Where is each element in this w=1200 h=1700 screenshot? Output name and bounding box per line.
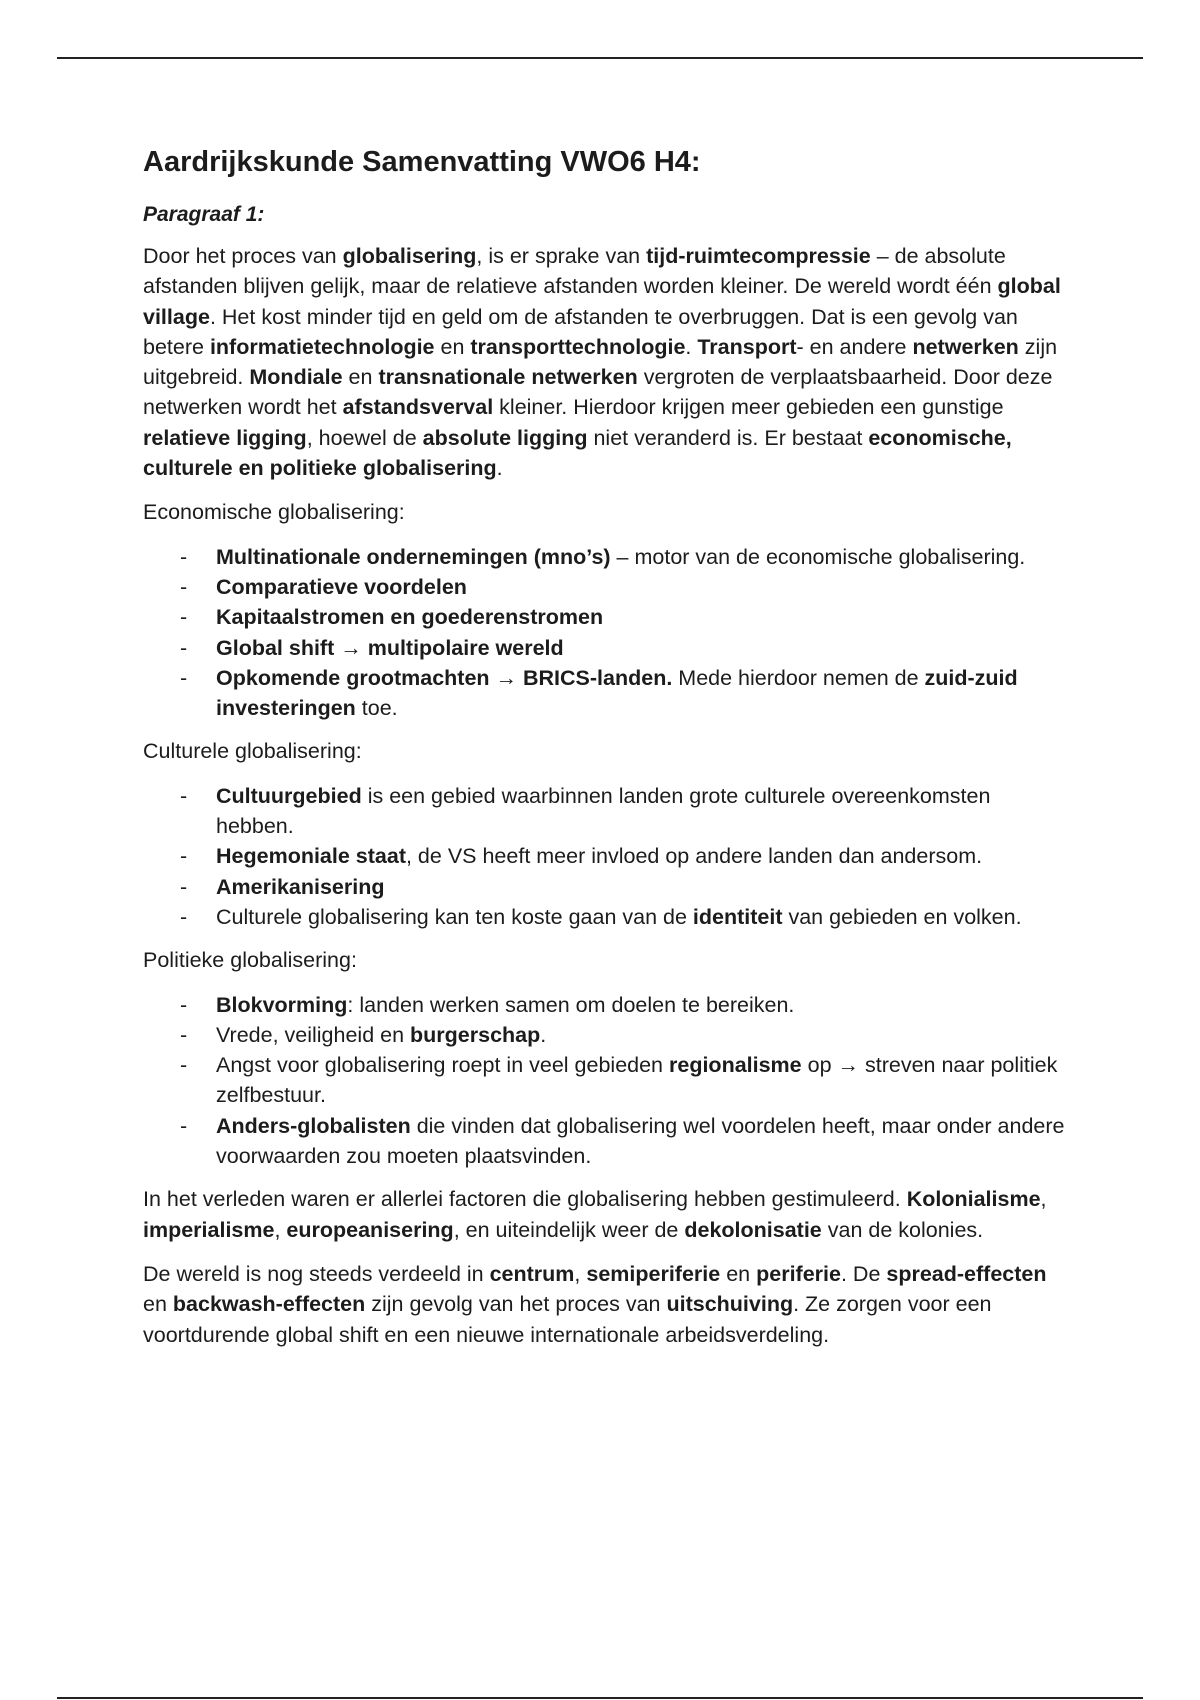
text-run: en bbox=[720, 1261, 757, 1286]
bold-term: uitschuiving bbox=[666, 1292, 794, 1317]
section-heading-economic: Economische globalisering: bbox=[143, 500, 405, 525]
world-division-paragraph bbox=[143, 1259, 1073, 1350]
list-item bbox=[143, 602, 1073, 632]
bold-term: absolute ligging bbox=[422, 425, 588, 450]
bold-term: transnationale netwerken bbox=[378, 365, 638, 390]
bold-term: relatieve ligging bbox=[143, 425, 307, 450]
bold-term: identiteit bbox=[692, 904, 783, 929]
list-item bbox=[143, 841, 1073, 871]
bold-term: global village bbox=[143, 274, 1061, 329]
text-run: In het verleden waren er allerlei factoren die globalisering hebben gestimuleerd. bbox=[143, 1187, 907, 1212]
text-run: - en andere bbox=[796, 334, 913, 359]
bold-term: Anders-globalisten bbox=[216, 1113, 411, 1138]
list-item bbox=[143, 1050, 1073, 1111]
bold-term: semiperiferie bbox=[586, 1261, 721, 1286]
text-run: , bbox=[574, 1261, 587, 1286]
list-item bbox=[143, 902, 1073, 932]
bold-term: europeanisering bbox=[286, 1217, 454, 1242]
text-run: , bbox=[274, 1217, 287, 1242]
footer-rule bbox=[57, 1697, 1143, 1699]
text-run: . bbox=[540, 1022, 547, 1047]
text-run: , hoewel de bbox=[306, 425, 423, 450]
bold-term: transporttechnologie bbox=[470, 334, 686, 359]
bold-term: Mondiale bbox=[249, 365, 343, 390]
text-run: . Ze zorgen voor een voortdurende global shift en een nieuwe internationale arbeidsverdeling. bbox=[143, 1292, 992, 1347]
intro-paragraph bbox=[143, 241, 1073, 483]
bold-term: Comparatieve voordelen bbox=[216, 574, 467, 599]
history-paragraph bbox=[143, 1184, 1073, 1245]
text-run: zijn gevolg van het proces van bbox=[365, 1292, 667, 1317]
paragraph-heading: Paragraaf 1: bbox=[143, 203, 265, 226]
text-run: Culturele globalisering kan ten koste gaan van de bbox=[216, 904, 693, 929]
list-item bbox=[143, 872, 1073, 902]
text-run: toe. bbox=[355, 696, 398, 721]
text-run: . Het kost minder tijd en geld om de afstanden te overbruggen. Dat is een gevolg van betere bbox=[143, 304, 1018, 359]
bold-term: tijd-ruimtecompressie bbox=[646, 244, 871, 268]
header-rule bbox=[57, 57, 1143, 59]
bold-term: periferie bbox=[756, 1261, 841, 1286]
document-title: Aardrijkskunde Samenvatting VWO6 H4: bbox=[143, 146, 701, 178]
text-run: kleiner. Hierdoor krijgen meer gebieden een gunstige bbox=[493, 395, 1004, 420]
bold-term: Blokvorming bbox=[216, 992, 348, 1017]
section-heading-political: Politieke globalisering: bbox=[143, 948, 357, 973]
bold-term: Kolonialisme bbox=[906, 1187, 1041, 1212]
political-list bbox=[143, 990, 1073, 1172]
text-run: en bbox=[342, 365, 379, 390]
bold-term: imperialisme bbox=[143, 1217, 275, 1242]
text-run: , is er sprake van bbox=[476, 244, 647, 268]
text-run: , de VS heeft meer invloed op andere landen dan andersom. bbox=[405, 844, 983, 869]
list-item bbox=[143, 633, 1073, 663]
bold-term: Multinationale ondernemingen (mno’s) bbox=[216, 544, 611, 569]
bold-term: dekolonisatie bbox=[684, 1217, 822, 1242]
text-run: Door het proces van bbox=[143, 244, 343, 268]
list-item bbox=[143, 781, 1073, 842]
text-run: , bbox=[1040, 1187, 1047, 1212]
text-run: . bbox=[496, 456, 503, 481]
text-run: De wereld is nog steeds verdeeld in bbox=[143, 1261, 490, 1286]
text-run: . bbox=[685, 334, 698, 359]
text-run: Vrede, veiligheid en bbox=[216, 1022, 411, 1047]
bold-term: netwerken bbox=[912, 334, 1019, 359]
text-run: . De bbox=[840, 1261, 887, 1286]
bold-term: Amerikanisering bbox=[216, 874, 385, 899]
list-item bbox=[143, 1111, 1073, 1172]
list-item bbox=[143, 990, 1073, 1020]
list-item bbox=[143, 1020, 1073, 1050]
text-run: Angst voor globalisering roept in veel gebieden bbox=[216, 1053, 669, 1078]
text-run: die vinden dat globalisering wel voordelen heeft, maar onder andere voorwaarden zou moeten plaatsvinden. bbox=[216, 1113, 1065, 1169]
text-run: – de absolute afstanden blijven gelijk, maar de relatieve afstanden worden kleiner. De wereld wordt één bbox=[143, 244, 1006, 299]
text-run: van gebieden en volken. bbox=[782, 904, 1022, 929]
text-run: : landen werken samen om doelen te bereiken. bbox=[347, 992, 795, 1017]
bold-term: backwash-effecten bbox=[172, 1292, 366, 1317]
bold-term: Hegemoniale staat bbox=[216, 844, 406, 869]
section-heading-cultural: Culturele globalisering: bbox=[143, 739, 362, 764]
document-page bbox=[143, 140, 1073, 1364]
text-run: en bbox=[434, 334, 471, 359]
bold-term: globalisering bbox=[342, 244, 477, 268]
list-item bbox=[143, 542, 1073, 572]
bold-term: burgerschap bbox=[410, 1022, 541, 1047]
cultural-list bbox=[143, 781, 1073, 932]
text-run: – motor van de economische globalisering. bbox=[610, 544, 1026, 569]
bold-term: regionalisme bbox=[669, 1053, 802, 1078]
bold-term: zuid-zuid investeringen bbox=[216, 665, 1018, 721]
text-run: en bbox=[143, 1292, 173, 1317]
bold-term: Global shift → multipolaire wereld bbox=[216, 635, 564, 660]
bold-term: economische, culturele en politieke globalisering bbox=[143, 425, 1012, 481]
bold-term: Cultuurgebied bbox=[216, 783, 362, 808]
bold-term: informatietechnologie bbox=[209, 334, 435, 359]
text-run: zijn uitgebreid. bbox=[143, 334, 1058, 390]
list-item bbox=[143, 663, 1073, 724]
bold-term: Transport bbox=[697, 334, 797, 359]
bold-term: afstandsverval bbox=[342, 395, 494, 420]
bold-term: Opkomende grootmachten → BRICS-landen. bbox=[216, 665, 673, 690]
text-run: vergroten de verplaatsbaarheid. Door deze netwerken wordt het bbox=[143, 365, 1053, 420]
bold-term: centrum bbox=[489, 1261, 575, 1286]
bold-term: Kapitaalstromen en goederenstromen bbox=[216, 605, 604, 630]
text-run: is een gebied waarbinnen landen grote culturele overeenkomsten hebben. bbox=[216, 783, 991, 839]
text-run: van de kolonies. bbox=[821, 1217, 984, 1242]
text-run: niet veranderd is. Er bestaat bbox=[587, 425, 869, 450]
text-run: , en uiteindelijk weer de bbox=[453, 1217, 685, 1242]
bold-term: spread-effecten bbox=[886, 1261, 1047, 1286]
list-item bbox=[143, 572, 1073, 602]
economic-list bbox=[143, 542, 1073, 724]
text-run: Mede hierdoor nemen de bbox=[672, 665, 925, 690]
text-run: op → streven naar politiek zelfbestuur. bbox=[216, 1053, 1058, 1108]
